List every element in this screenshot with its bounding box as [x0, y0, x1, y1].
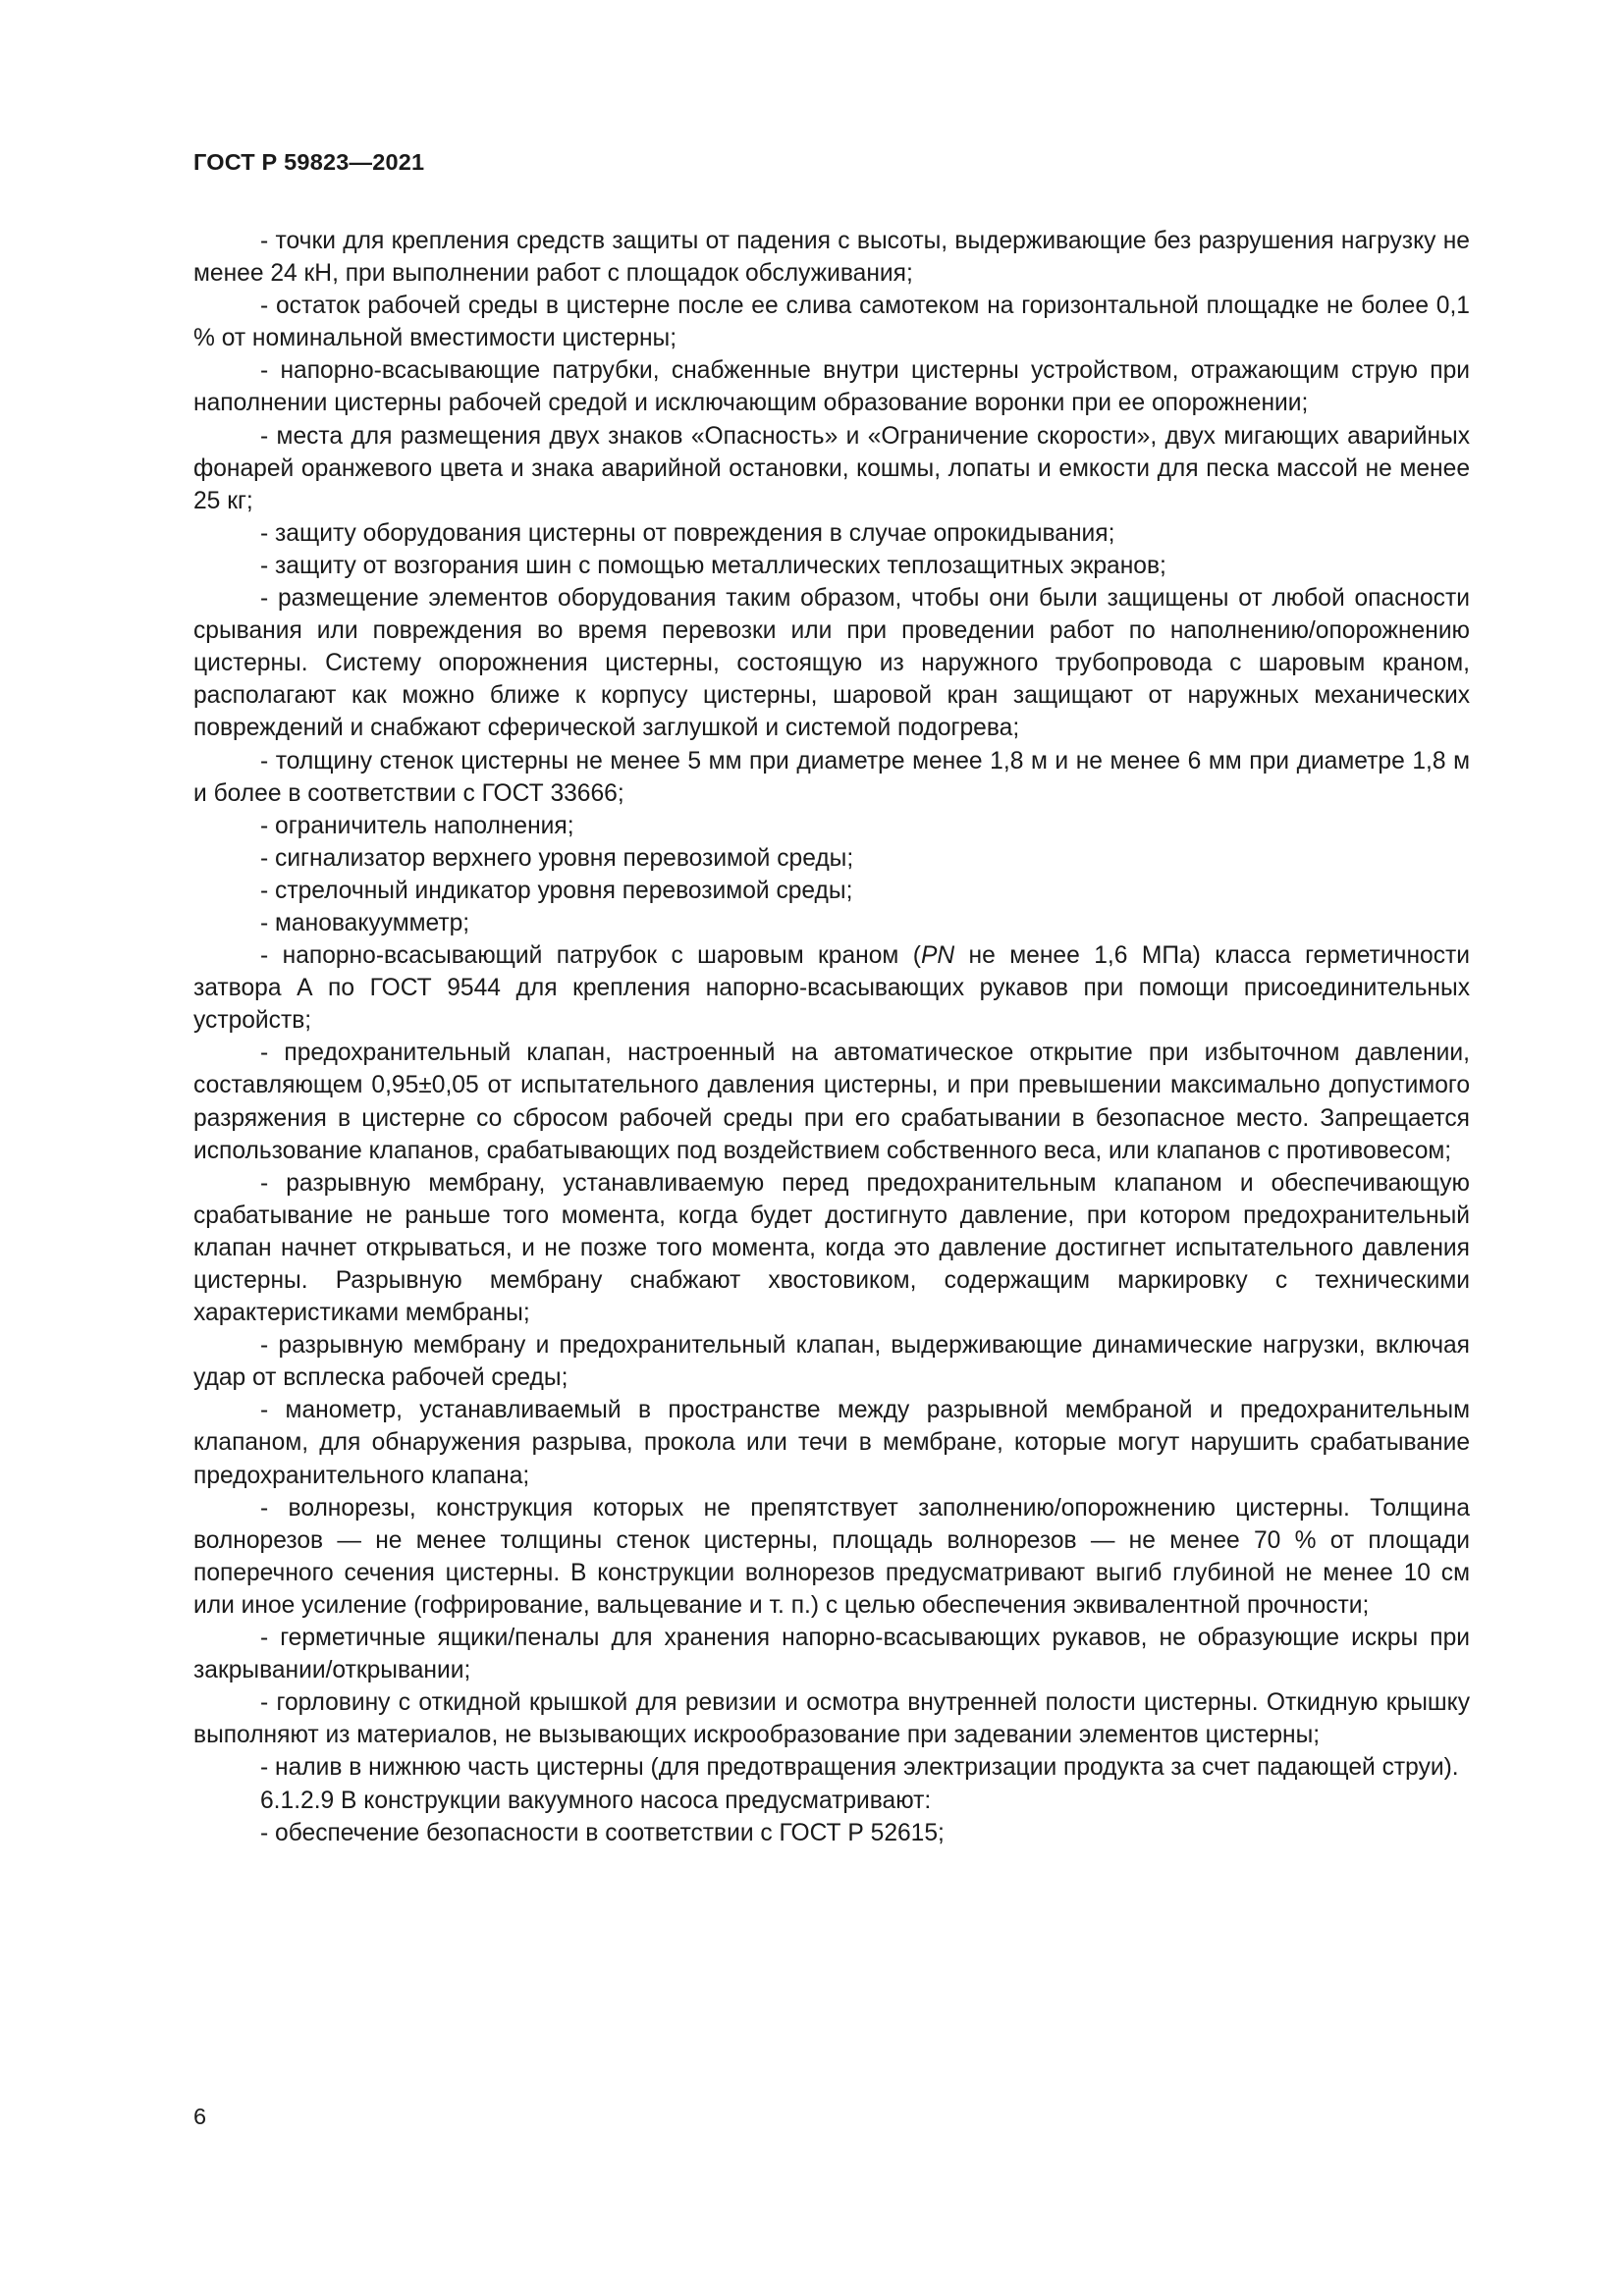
paragraph: - точки для крепления средств защиты от падения с высоты, выдерживающие без разрушения нагрузку не менее 24 кН, при выполнении работ с площадок обслуживания;: [193, 228, 1470, 288]
paragraph: - мановакуумметр;: [260, 909, 470, 936]
paragraph: - волнорезы, конструкция которых не препятствует заполнению/опорожнению цистерны. Толщина волнорезов — не менее толщины стенок цистерны, площадь волнорезов — не менее 70 % от площади поперечного сечения цистерны. В конструкции волнорезов предусматривают выгиб глубиной не менее 10 см или иное усиление (гофрирование, вальцевание и т. п.) с целью обеспечения эквивалентной прочности;: [193, 1494, 1470, 1619]
paragraph-pn-after: не менее 1,6 МПа) класса герметичности затвора А по ГОСТ 9544 для крепления напорно-всасывающих рукавов при помощи присоединительных устройств;: [193, 942, 1470, 1035]
paragraph: - сигнализатор верхнего уровня перевозимой среды;: [260, 844, 854, 872]
paragraph: - места для размещения двух знаков «Опасность» и «Ограничение скорости», двух мигающих аварийных фонарей оранжевого цвета и знака аварийной остановки, кошмы, лопаты и емкости для песка массой не менее 25 кг;: [193, 422, 1470, 514]
paragraph: - размещение элементов оборудования таким образом, чтобы они были защищены от любой опасности срывания или повреждения во время перевозки или при проведении работ по наполнению/опорожнению цистерны. Систему опорожнения цистерны, состоящую из наружного трубопровода с шаровым краном, располагают как можно ближе к корпусу цистерны, шаровой кран защищают от наружных механических повреждений и снабжают сферической заглушкой и системой подогрева;: [193, 585, 1470, 742]
paragraph: - напорно-всасывающие патрубки, снабженные внутри цистерны устройством, отражающим струю при наполнении цистерны рабочей средой и исключающим образование воронки при ее опорожнении;: [193, 357, 1470, 417]
document-code-header: ГОСТ Р 59823—2021: [193, 149, 425, 175]
document-body: [193, 225, 1470, 1849]
paragraph-pn-italic: PN: [920, 942, 955, 970]
paragraph: - толщину стенок цистерны не менее 5 мм при диаметре менее 1,8 м и не менее 6 мм при диаметре 1,8 м и более в соответствии с ГОСТ 33666;: [193, 747, 1470, 807]
paragraph: - герметичные ящики/пеналы для хранения напорно-всасывающих рукавов, не образующие искры при закрывании/открывании;: [193, 1625, 1470, 1684]
paragraph: - защиту от возгорания шин с помощью металлических теплозащитных экранов;: [260, 552, 1166, 579]
paragraph: - разрывную мембрану и предохранительный клапан, выдерживающие динамические нагрузки, включая удар от всплеска рабочей среды;: [193, 1332, 1470, 1392]
paragraph: - стрелочный индикатор уровня перевозимой среды;: [260, 877, 853, 904]
paragraph: 6.1.2.9 В конструкции вакуумного насоса предусматривают:: [260, 1787, 932, 1814]
paragraph: - защиту оборудования цистерны от повреждения в случае опрокидывания;: [260, 519, 1115, 547]
paragraph: - обеспечение безопасности в соответствии с ГОСТ Р 52615;: [260, 1819, 945, 1846]
paragraph: - горловину с откидной крышкой для ревизии и осмотра внутренней полости цистерны. Откидную крышку выполняют из материалов, не вызывающих искрообразование при задевании элементов цистерны;: [193, 1689, 1470, 1749]
paragraph: - разрывную мембрану, устанавливаемую перед предохранительным клапаном и обеспечивающую срабатывание не раньше того момента, когда будет достигнуто давление, при котором предохранительный клапан начнет открываться, и не позже того момента, когда это давление достигнет испытательного давления цистерны. Разрывную мембрану снабжают хвостовиком, содержащим маркировку с техническими характеристиками мембраны;: [193, 1169, 1470, 1327]
paragraph: - манометр, устанавливаемый в пространстве между разрывной мембраной и предохранительным клапаном, для обнаружения разрыва, прокола или течи в мембране, которые могут нарушить срабатывание предохранительного клапана;: [193, 1397, 1470, 1489]
paragraph: - ограничитель наполнения;: [260, 812, 574, 839]
paragraph: - остаток рабочей среды в цистерне после ее слива самотеком на горизонтальной площадке не более 0,1 % от номинальной вместимости цистерны;: [193, 293, 1470, 352]
paragraph: - налив в нижнюю часть цистерны (для предотвращения электризации продукта за счет падающей струи).: [260, 1754, 1459, 1782]
paragraph-pn-before: - напорно-всасывающий патрубок с шаровым краном (: [260, 942, 921, 970]
paragraph-pn: [193, 939, 1470, 1037]
page-number: 6: [193, 2104, 207, 2129]
paragraph: - предохранительный клапан, настроенный на автоматическое открытие при избыточном давлении, составляющем 0,95±0,05 от испытательного давления цистерны, и при превышении максимально допустимого разряжения в цистерне со сбросом рабочей среды при его срабатывании в безопасное место. Запрещается использование клапанов, срабатывающих под воздействием собственного веса, или клапанов с противовесом;: [193, 1040, 1470, 1164]
